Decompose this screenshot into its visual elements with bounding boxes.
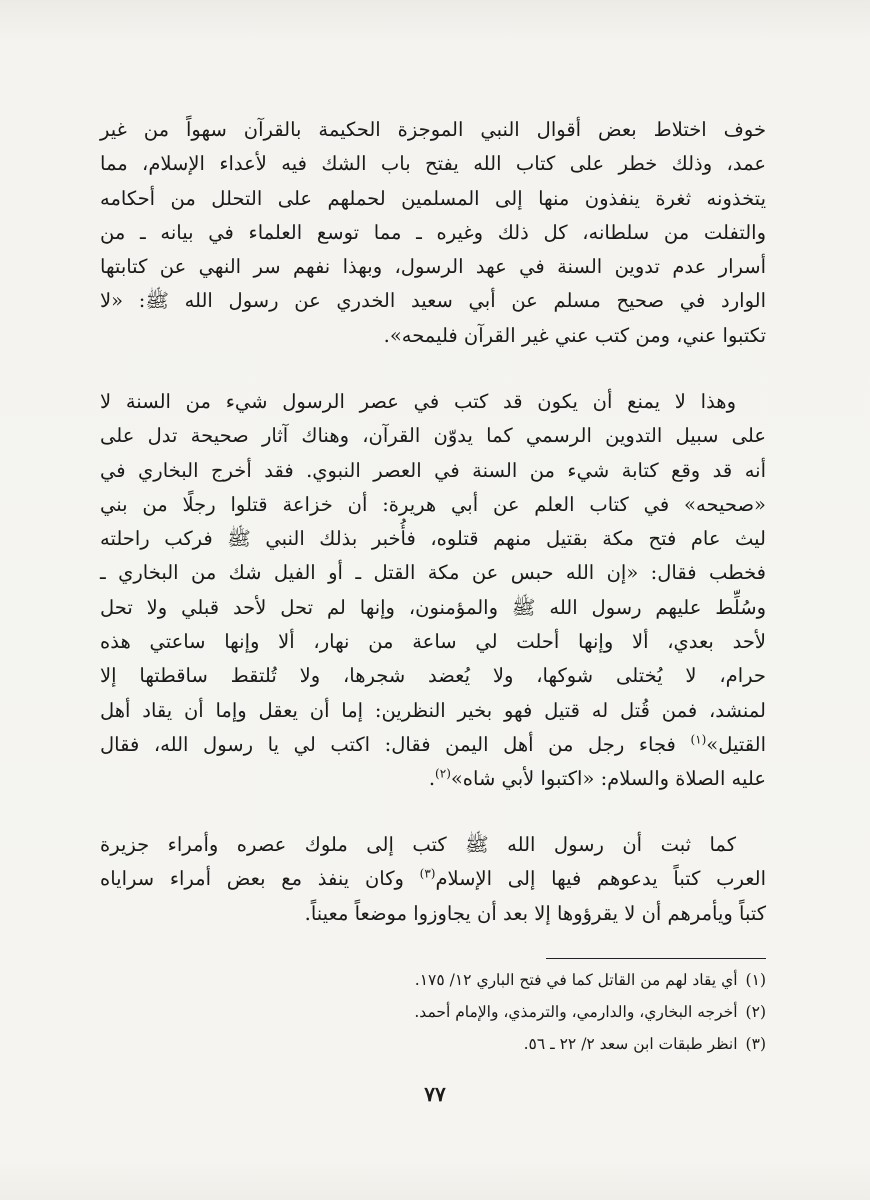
text-line: الوارد في صحيح مسلم عن أبي سعيد الخدري عن رسول الله ﷺ: «لا — [100, 289, 766, 313]
text-fragment: العرب كتباً يدعوهم فيها إلى الإسلام — [435, 867, 766, 891]
footnotes — [166, 964, 766, 1060]
text-line: والتفلت من سلطانه، كل ذلك وغيره ـ مما توسع العلماء في بيانه ـ من — [100, 220, 766, 244]
text-line: لمنشد، فمن قُتل له قتيل فهو بخير النظرين: إما أن يعقل وإما أن يقاد أهل — [100, 698, 766, 722]
text-line: عليه الصلاة والسلام: «اكتبوا لأبي شاه»$^{(٢)}$. — [428, 766, 766, 791]
footnote-ref[interactable]: (٣) — [419, 866, 436, 881]
footnote-1 — [166, 964, 766, 996]
footnote-text: أي يقاد لهم من القاتل كما في فتح الباري ١٢/ ١٧٥. — [414, 971, 738, 989]
footnote-3 — [166, 1028, 766, 1060]
text-line: كتباً ويأمرهم أن لا يقرؤوها إلا بعد أن يجاوزوا موضعاً معيناً. — [304, 901, 766, 925]
text-line: لأحد بعدي، ألا وإنها أحلت لي ساعة من نهار، ألا وإنها ساعتي هذه — [100, 630, 766, 654]
footnote-number: (٣) — [745, 1035, 766, 1053]
text-line: تكتبوا عني، ومن كتب عني غير القرآن فليمحه». — [383, 323, 766, 347]
footnote-divider — [546, 958, 766, 959]
text-fragment: القتيل» — [706, 732, 766, 756]
footnote-text: انظر طبقات ابن سعد ٢/ ٢٢ ـ ٥٦. — [523, 1035, 738, 1053]
text-line: وسُلِّط عليهم رسول الله ﷺ والمؤمنون، وإنها لم تحل لأحد قبلي ولا تحل — [100, 595, 766, 619]
text-line: أنه قد وقع كتابة شيء من السنة في العصر النبوي. فقد أخرج البخاري في — [100, 458, 766, 482]
text-line: حرام، لا يُختلى شوكها، ولا يُعضد شجرها، ولا تُلتقط ساقطتها إلا — [100, 664, 766, 688]
text-line: ليث عام فتح مكة بقتيل منهم قتلوه، فأُخبر بذلك النبي ﷺ فركب راحلته — [100, 527, 766, 551]
text-fragment: وكان ينفذ مع بعض أمراء سراياه — [100, 867, 404, 891]
footnote-2 — [166, 996, 766, 1028]
text-fragment: فجاء رجل من أهل اليمن فقال: اكتب لي يا رسول الله، فقال — [100, 732, 676, 756]
text-line: فخطب فقال: «إن الله حبس عن مكة القتل ـ أو الفيل شك من البخاري ـ — [100, 561, 766, 585]
text-line: كما ثبت أن رسول الله ﷺ كتب إلى ملوك عصره وأمراء جزيرة — [100, 833, 736, 856]
text-line: أسرار عدم تدوين السنة في عهد الرسول، وبهذا نفهم سر النهي عن كتابتها — [100, 255, 766, 279]
text-line — [100, 862, 766, 896]
text-line: خوف اختلاط بعض أقوال النبي الموجزة الحكيمة بالقرآن سهواً من غير — [100, 118, 766, 141]
text-line — [100, 728, 766, 762]
footnote-ref[interactable]: (٢) — [435, 766, 451, 781]
footnote-number: (٢) — [745, 1003, 766, 1021]
footnote-text: أخرجه البخاري، والدارمي، والترمذي، والإمام أحمد. — [414, 1003, 738, 1021]
text-line: وهذا لا يمنع أن يكون قد كتب في عصر الرسول شيء من السنة لا — [100, 390, 736, 413]
text-fragment: عليه الصلاة والسلام: «اكتبوا لأبي شاه» — [450, 767, 766, 791]
paragraph-3 — [100, 828, 766, 931]
text-line: على سبيل التدوين الرسمي كما يدوّن القرآن، وهناك آثار صحيحة تدل على — [100, 424, 766, 448]
text-line: يتخذونه ثغرة ينفذون منها إلى المسلمين لحملهم على التحلل من أحكامه — [100, 186, 766, 210]
footnote-number: (١) — [745, 971, 766, 989]
footnote-ref[interactable]: (١) — [690, 732, 707, 747]
text-line: عمد، وذلك خطر على كتاب الله يفتح باب الشك فيه لأعداء الإسلام، مما — [100, 152, 766, 176]
text-line: «صحيحه» في كتاب العلم عن أبي هريرة: أن خزاعة قتلوا رجلًا من بني — [100, 492, 766, 516]
paragraph-1 — [100, 113, 766, 353]
paragraph-2 — [100, 385, 766, 797]
page-number: ٧٧ — [424, 1082, 446, 1106]
